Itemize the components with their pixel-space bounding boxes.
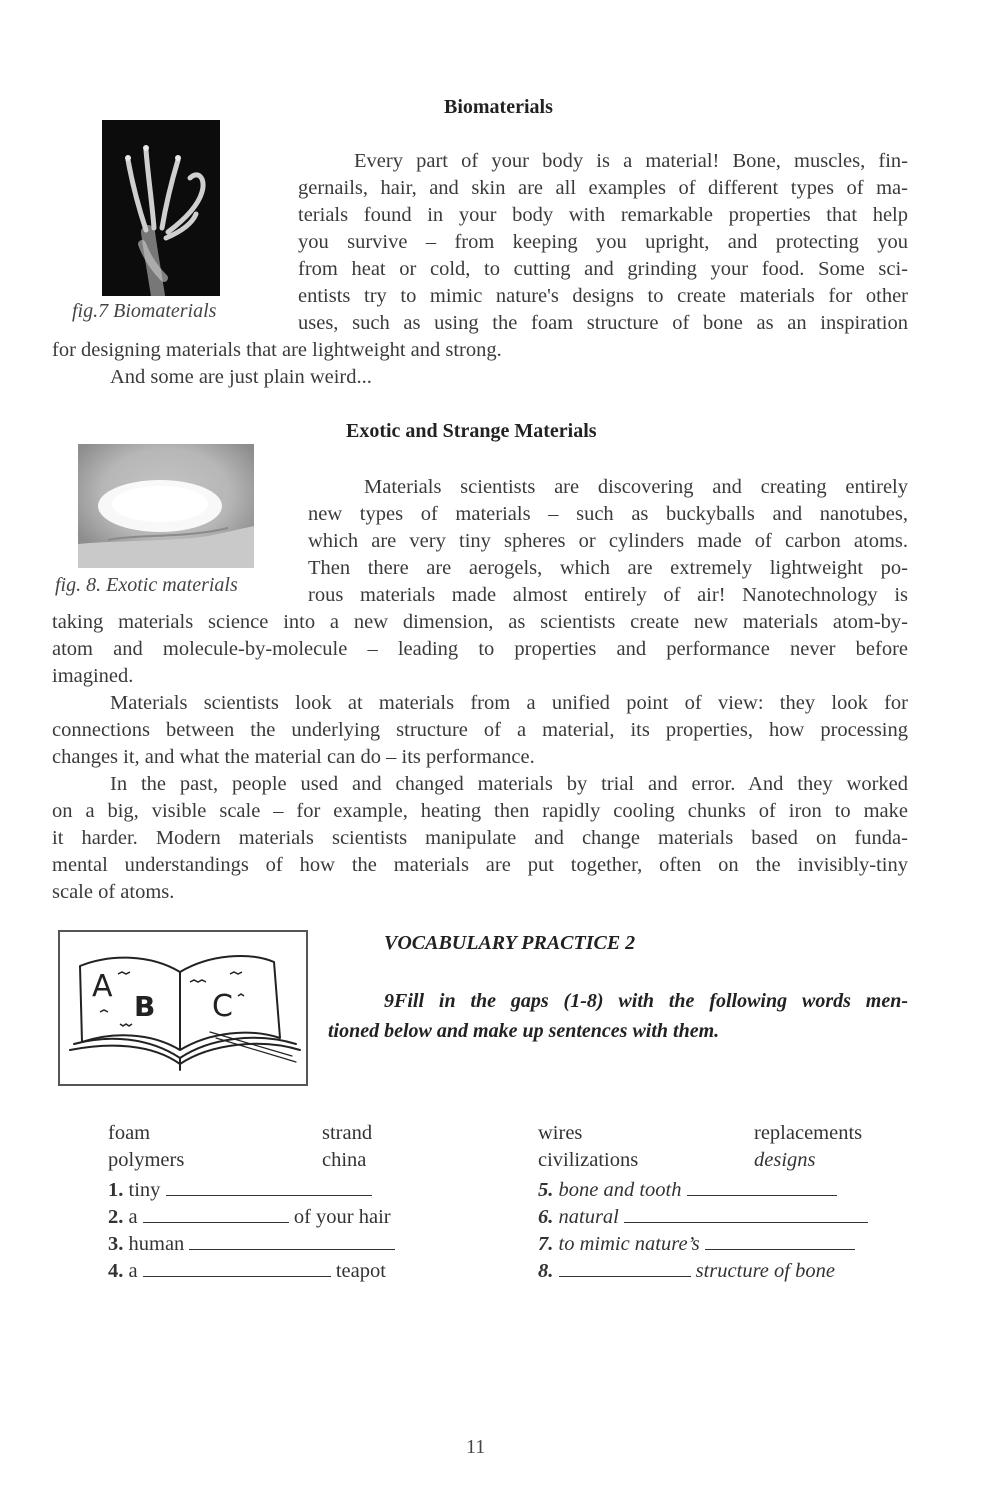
text-line: Then there are aerogels, which are extremely lightweight po- [308, 557, 908, 579]
text-line: terials found in your body with remarkable properties that help [298, 204, 908, 226]
gap-blank-8[interactable] [559, 1258, 691, 1277]
word-bank-item: strand [322, 1122, 373, 1144]
text-line: entists try to mimic nature's designs to create materials for other [298, 285, 908, 307]
gap-item-5 [538, 1177, 837, 1202]
instruction-line-1 [328, 986, 908, 1016]
text-line: new types of materials – such as buckyballs and nanotubes, [308, 503, 908, 525]
item-prompt: to mimic nature’s [553, 1233, 700, 1255]
item-prompt: a [123, 1206, 138, 1228]
word-bank-item: replacements [754, 1122, 863, 1144]
exotic-paragraph-1b [52, 609, 908, 690]
text-line: it harder. Modern materials scientists manipulate and change materials based on funda- [52, 827, 908, 849]
text-line: scale of atoms. [52, 881, 175, 903]
exotic-paragraph-1a [308, 474, 908, 609]
word-bank-item: china [322, 1149, 367, 1171]
exercise-instructions [328, 986, 908, 1046]
aerogel-hand-figure [78, 444, 254, 568]
gap-blank-2[interactable] [143, 1204, 289, 1223]
text-line: from heat or cold, to cutting and grinding your food. Some sci- [298, 258, 908, 280]
text-line: rous materials made almost entirely of air! Nanotechnology is [308, 584, 908, 606]
word-bank-item: designs [754, 1149, 816, 1171]
text-line: atom and molecule-by-molecule – leading to properties and performance never before [52, 638, 908, 660]
abc-book-illustration [58, 930, 308, 1086]
item-suffix: structure of bone [695, 1260, 835, 1282]
text-line: Materials scientists are discovering and creating entirely [364, 476, 908, 498]
text-line: In the past, people used and changed materials by trial and error. And they worked [110, 773, 908, 795]
page-number: 11 [466, 1436, 486, 1458]
text-line: uses, such as using the foam structure of bone as an inspiration [298, 312, 908, 334]
gap-item-8 [538, 1258, 835, 1283]
text-line: gernails, hair, and skin are all examples of different types of ma- [298, 177, 908, 199]
section-title-exotic: Exotic and Strange Materials [346, 420, 597, 442]
text-line: mental understandings of how the materials are put together, often on the invisibly-tiny [52, 854, 908, 876]
text-line: Materials scientists look at materials from a unified point of view: they look for [110, 692, 908, 714]
gap-item-6 [538, 1204, 868, 1229]
gap-blank-6[interactable] [624, 1204, 868, 1223]
gap-blank-7[interactable] [705, 1231, 855, 1250]
figure-caption-biomaterials: fig.7 Biomaterials [72, 300, 217, 322]
instruction-text-1: Fill in the gaps (1-8) with the following words men- [394, 990, 908, 1012]
item-number: 4. [108, 1260, 124, 1282]
item-prompt: a [123, 1260, 138, 1282]
gap-blank-1[interactable] [166, 1177, 372, 1196]
gap-item-7 [538, 1231, 855, 1256]
text-line: connections between the underlying structure of a material, its properties, how processing [52, 719, 908, 741]
gap-item-2 [108, 1204, 391, 1229]
item-prompt: tiny [123, 1179, 161, 1201]
biomaterials-paragraph-1b [52, 337, 908, 391]
item-number: 5. [538, 1179, 554, 1201]
item-number: 2. [108, 1206, 124, 1228]
gap-item-3 [108, 1231, 395, 1256]
gap-item-1 [108, 1177, 372, 1202]
book-letter-c: C [212, 989, 233, 1024]
word-bank-item: wires [538, 1122, 583, 1144]
exotic-paragraph-2 [52, 690, 908, 771]
item-number: 6. [538, 1206, 554, 1228]
text-line: And some are just plain weird... [110, 366, 372, 388]
text-line: taking materials science into a new dimension, as scientists create new materials atom-by- [52, 611, 908, 633]
gap-blank-3[interactable] [189, 1231, 395, 1250]
gap-item-4 [108, 1258, 386, 1283]
item-suffix: of your hair [293, 1206, 391, 1228]
biomaterials-paragraph-1a [298, 148, 908, 337]
item-number: 3. [108, 1233, 124, 1255]
item-number: 7. [538, 1233, 554, 1255]
instruction-line-2: tioned below and make up sentences with them. [328, 1020, 720, 1042]
book-letter-b: B [134, 990, 156, 1023]
figure-caption-exotic: fig. 8. Exotic materials [55, 574, 238, 596]
word-bank-item: civilizations [538, 1149, 639, 1171]
word-bank-item: foam [108, 1122, 151, 1144]
text-line: which are very tiny spheres or cylinders made of carbon atoms. [308, 530, 908, 552]
text-line: you survive – from keeping you upright, and protecting you [298, 231, 908, 253]
exercise-number: 9 [384, 990, 394, 1012]
section-title-biomaterials: Biomaterials [444, 96, 553, 118]
text-line: on a big, visible scale – for example, heating then rapidly cooling chunks of iron to make [52, 800, 908, 822]
text-line: for designing materials that are lightweight and strong. [52, 339, 502, 361]
item-prompt: natural [553, 1206, 619, 1228]
text-line: changes it, and what the material can do – its performance. [52, 746, 535, 768]
xray-hand-figure [102, 120, 220, 296]
open-book-icon [60, 932, 306, 1084]
item-suffix: teapot [335, 1260, 386, 1282]
text-line: imagined. [52, 665, 134, 687]
vocabulary-heading: VOCABULARY PRACTICE 2 [384, 932, 636, 954]
text-line: Every part of your body is a material! Bone, muscles, fin- [354, 150, 908, 172]
book-letter-a: A [92, 969, 113, 1004]
exotic-paragraph-3 [52, 771, 908, 906]
item-prompt: human [123, 1233, 185, 1255]
item-prompt: bone and tooth [553, 1179, 682, 1201]
gap-blank-5[interactable] [687, 1177, 837, 1196]
gap-blank-4[interactable] [143, 1258, 331, 1277]
word-bank-item: polymers [108, 1149, 185, 1171]
item-number: 8. [538, 1260, 554, 1282]
item-number: 1. [108, 1179, 124, 1201]
